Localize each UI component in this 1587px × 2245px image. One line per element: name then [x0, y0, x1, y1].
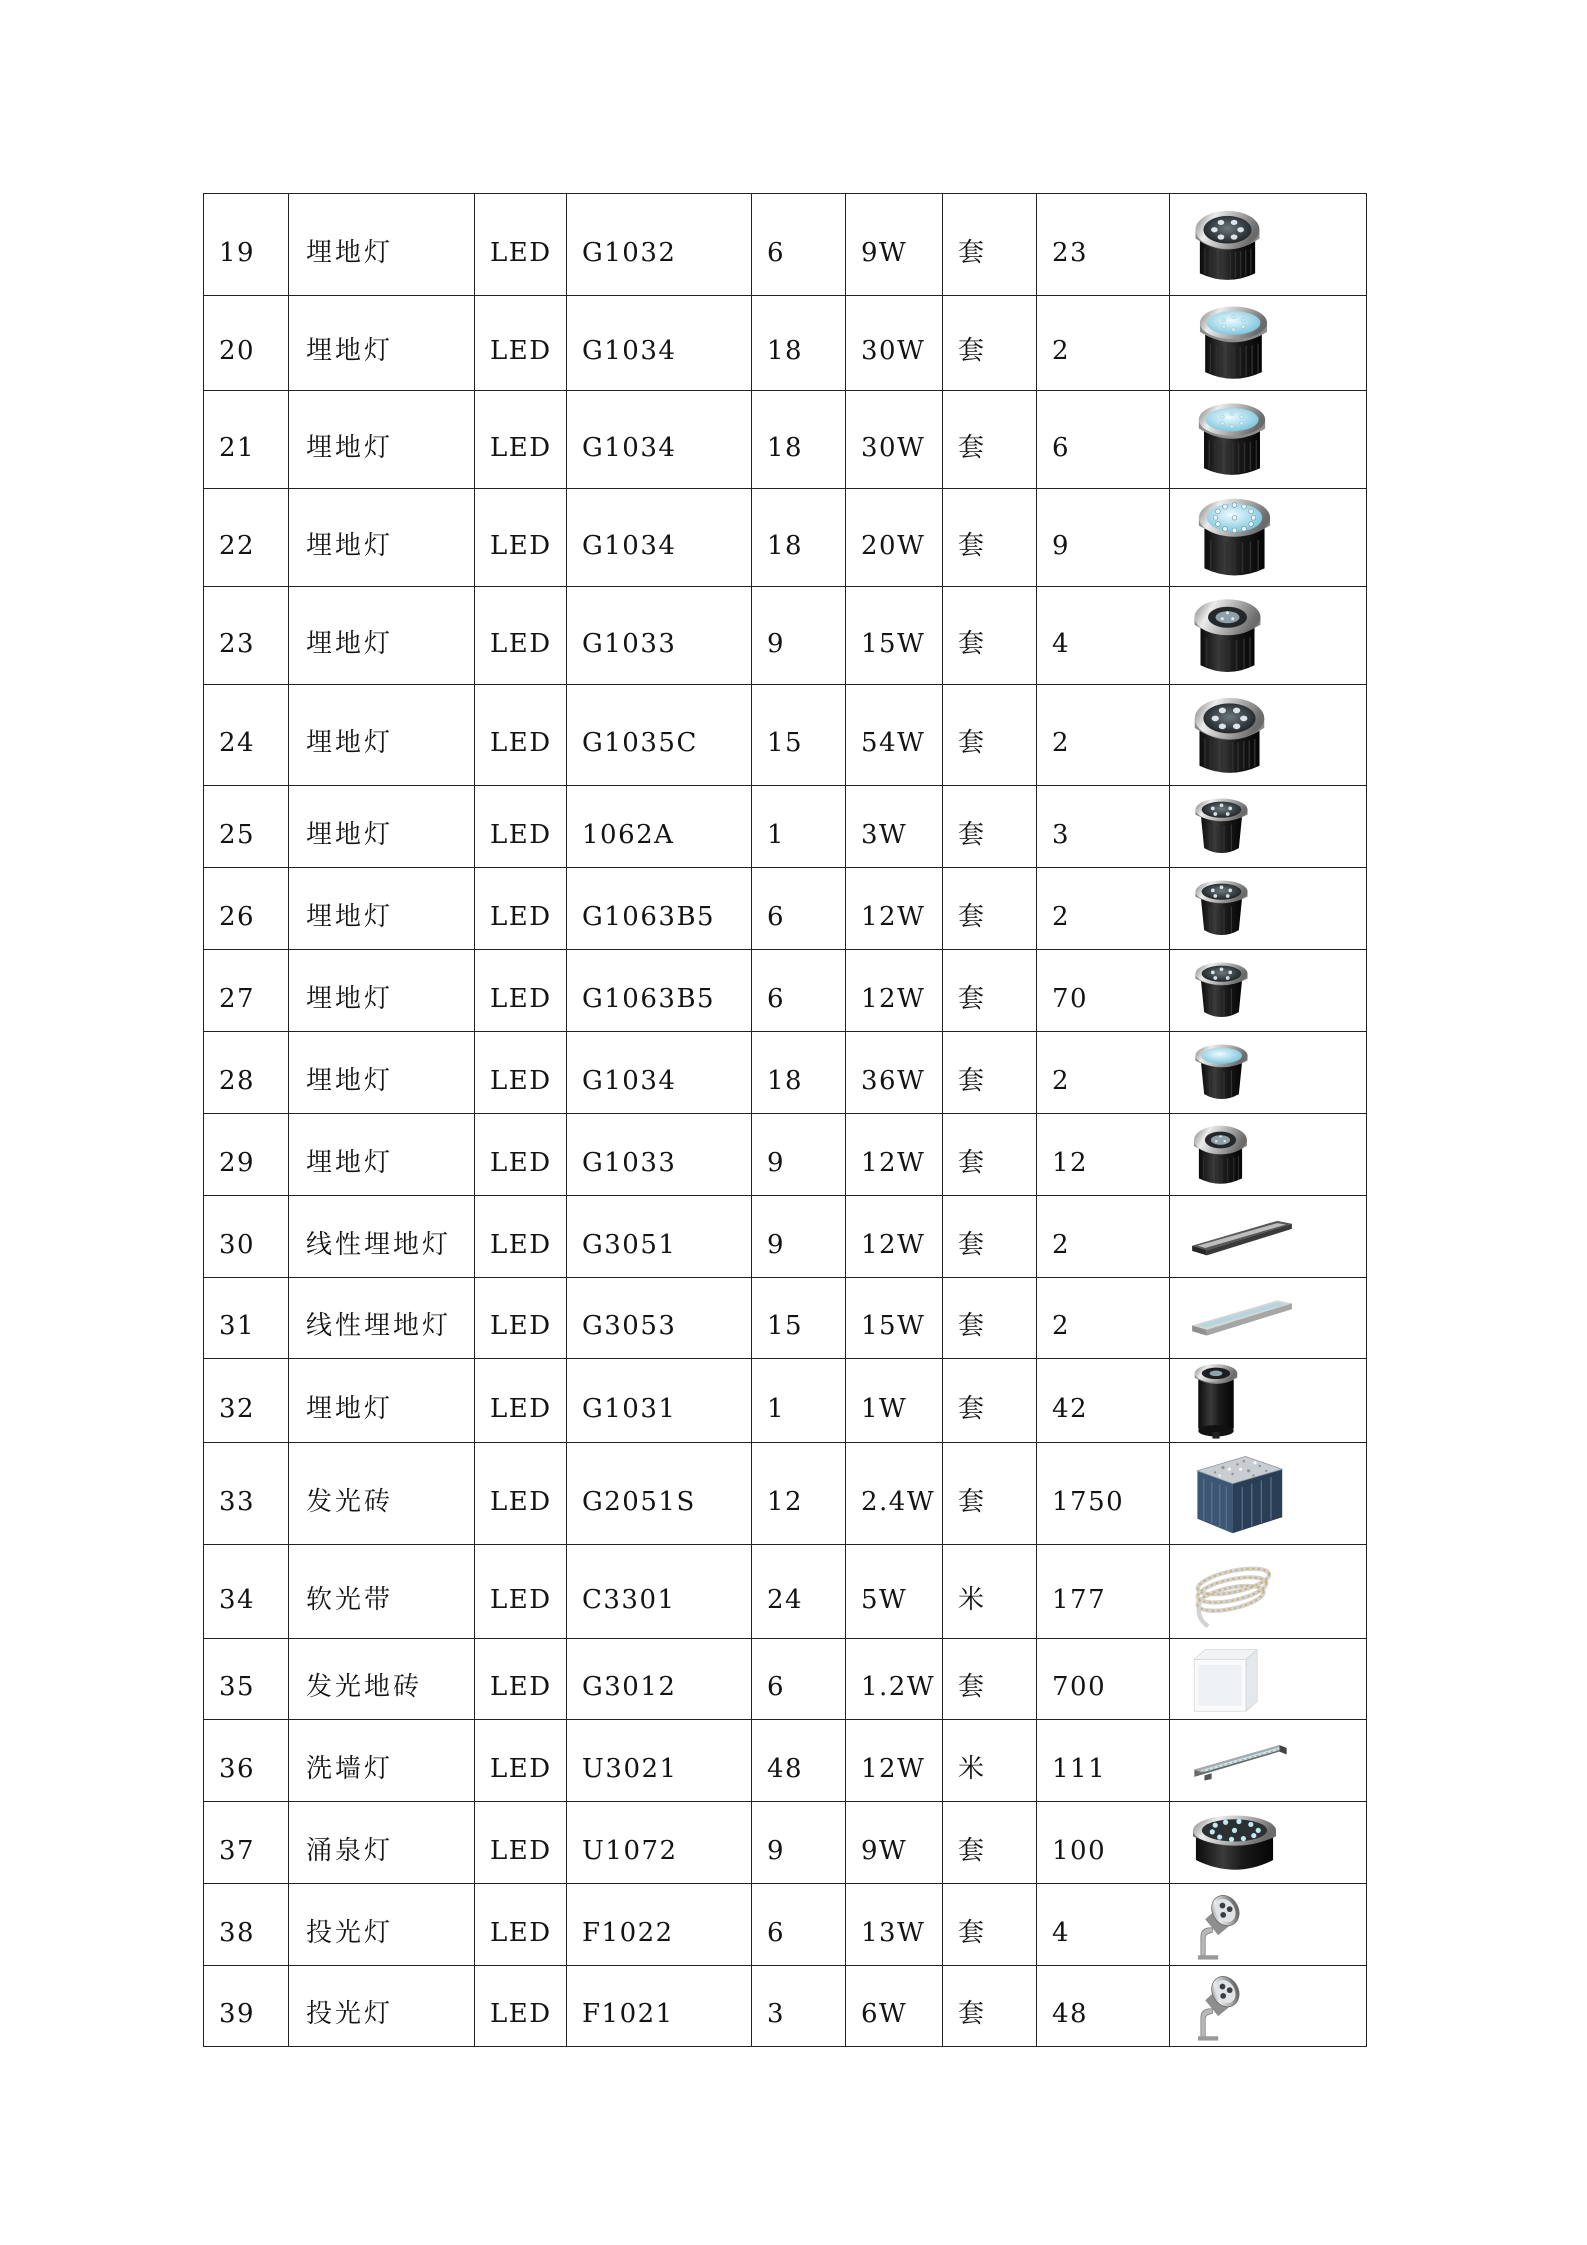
product-name: 埋地灯 — [289, 1359, 475, 1443]
light-source: LED — [475, 1545, 567, 1639]
power-rating: 9W — [846, 194, 943, 296]
table-row — [204, 1359, 1367, 1443]
table-row — [204, 296, 1367, 391]
linear-inground-light-icon — [1190, 1296, 1294, 1340]
model-number: G1033 — [567, 1114, 752, 1196]
row-number: 24 — [204, 685, 289, 786]
led-count: 9 — [752, 1802, 846, 1884]
power-rating: 12W — [846, 868, 943, 950]
quantity: 2 — [1037, 1278, 1170, 1359]
led-count: 18 — [752, 489, 846, 587]
unit: 套 — [943, 489, 1037, 587]
row-number: 28 — [204, 1032, 289, 1114]
model-number: C3301 — [567, 1545, 752, 1639]
light-source: LED — [475, 1884, 567, 1966]
product-image-cell — [1170, 1114, 1367, 1196]
row-number: 30 — [204, 1196, 289, 1278]
quantity: 700 — [1037, 1639, 1170, 1720]
product-image-cell — [1170, 1802, 1367, 1884]
product-name: 线性埋地灯 — [289, 1196, 475, 1278]
product-name: 埋地灯 — [289, 194, 475, 296]
product-image-cell — [1170, 296, 1367, 391]
model-number: G1031 — [567, 1359, 752, 1443]
unit: 套 — [943, 1639, 1037, 1720]
led-count: 1 — [752, 1359, 846, 1443]
product-image-cell — [1170, 1884, 1367, 1966]
light-source: LED — [475, 1966, 567, 2047]
quantity: 111 — [1037, 1720, 1170, 1802]
product-name: 埋地灯 — [289, 685, 475, 786]
product-name: 线性埋地灯 — [289, 1278, 475, 1359]
product-image-cell — [1170, 1443, 1367, 1545]
table-row — [204, 868, 1367, 950]
product-name: 埋地灯 — [289, 786, 475, 868]
led-count: 6 — [752, 1884, 846, 1966]
quantity: 100 — [1037, 1802, 1170, 1884]
product-name: 洗墙灯 — [289, 1720, 475, 1802]
unit: 套 — [943, 1443, 1037, 1545]
power-rating: 6W — [846, 1966, 943, 2047]
product-name: 埋地灯 — [289, 950, 475, 1032]
led-count: 18 — [752, 1032, 846, 1114]
model-number: F1021 — [567, 1966, 752, 2047]
table-row — [204, 1884, 1367, 1966]
led-count: 9 — [752, 587, 846, 685]
model-number: G1034 — [567, 296, 752, 391]
unit: 套 — [943, 786, 1037, 868]
power-rating: 13W — [846, 1884, 943, 1966]
model-number: G1063B5 — [567, 950, 752, 1032]
product-name: 埋地灯 — [289, 1032, 475, 1114]
power-rating: 12W — [846, 950, 943, 1032]
table-row — [204, 1114, 1367, 1196]
light-source: LED — [475, 1720, 567, 1802]
row-number: 32 — [204, 1359, 289, 1443]
table-row — [204, 1802, 1367, 1884]
table-row — [204, 489, 1367, 587]
row-number: 26 — [204, 868, 289, 950]
power-rating: 12W — [846, 1196, 943, 1278]
product-image-cell — [1170, 1032, 1367, 1114]
light-source: LED — [475, 868, 567, 950]
product-name: 埋地灯 — [289, 587, 475, 685]
product-name: 发光砖 — [289, 1443, 475, 1545]
inground-light-icon — [1190, 796, 1253, 858]
quantity: 2 — [1037, 1196, 1170, 1278]
table-row — [204, 1966, 1367, 2047]
product-name: 涌泉灯 — [289, 1802, 475, 1884]
power-rating: 20W — [846, 489, 943, 587]
inground-light-icon — [1190, 1042, 1253, 1104]
product-name: 投光灯 — [289, 1966, 475, 2047]
unit: 米 — [943, 1545, 1037, 1639]
model-number: U1072 — [567, 1802, 752, 1884]
unit: 套 — [943, 1802, 1037, 1884]
quantity: 4 — [1037, 1884, 1170, 1966]
light-source: LED — [475, 1032, 567, 1114]
inground-light-icon — [1190, 691, 1269, 779]
row-number: 20 — [204, 296, 289, 391]
model-number: G3053 — [567, 1278, 752, 1359]
quantity: 6 — [1037, 391, 1170, 489]
unit: 套 — [943, 1359, 1037, 1443]
quantity: 9 — [1037, 489, 1170, 587]
product-image-cell — [1170, 1196, 1367, 1278]
power-rating: 15W — [846, 587, 943, 685]
table-row — [204, 1545, 1367, 1639]
quantity: 42 — [1037, 1359, 1170, 1443]
product-name: 埋地灯 — [289, 868, 475, 950]
quantity: 70 — [1037, 950, 1170, 1032]
row-number: 21 — [204, 391, 289, 489]
power-rating: 54W — [846, 685, 943, 786]
row-number: 29 — [204, 1114, 289, 1196]
inground-light-icon — [1190, 1362, 1242, 1440]
quantity: 2 — [1037, 1032, 1170, 1114]
table-row — [204, 685, 1367, 786]
unit: 套 — [943, 1196, 1037, 1278]
led-count: 24 — [752, 1545, 846, 1639]
power-rating: 9W — [846, 1802, 943, 1884]
led-count: 9 — [752, 1114, 846, 1196]
light-source: LED — [475, 1359, 567, 1443]
flood-light-icon — [1190, 1970, 1242, 2042]
light-source: LED — [475, 1443, 567, 1545]
product-image-cell — [1170, 391, 1367, 489]
power-rating: 30W — [846, 391, 943, 489]
led-count: 6 — [752, 868, 846, 950]
power-rating: 1W — [846, 1359, 943, 1443]
power-rating: 2.4W — [846, 1443, 943, 1545]
power-rating: 1.2W — [846, 1639, 943, 1720]
table-row — [204, 194, 1367, 296]
quantity: 2 — [1037, 296, 1170, 391]
product-image-cell — [1170, 1545, 1367, 1639]
row-number: 39 — [204, 1966, 289, 2047]
wall-washer-icon — [1190, 1740, 1291, 1782]
unit: 套 — [943, 587, 1037, 685]
unit: 套 — [943, 391, 1037, 489]
fountain-light-icon — [1190, 1808, 1279, 1878]
unit: 套 — [943, 950, 1037, 1032]
model-number: G3051 — [567, 1196, 752, 1278]
led-count: 6 — [752, 950, 846, 1032]
unit: 套 — [943, 1114, 1037, 1196]
model-number: U3021 — [567, 1720, 752, 1802]
model-number: F1022 — [567, 1884, 752, 1966]
quantity: 1750 — [1037, 1443, 1170, 1545]
light-source: LED — [475, 1114, 567, 1196]
product-name: 埋地灯 — [289, 391, 475, 489]
row-number: 34 — [204, 1545, 289, 1639]
model-number: G3012 — [567, 1639, 752, 1720]
light-source: LED — [475, 786, 567, 868]
light-source: LED — [475, 1802, 567, 1884]
product-name: 发光地砖 — [289, 1639, 475, 1720]
light-source: LED — [475, 1639, 567, 1720]
product-image-cell — [1170, 194, 1367, 296]
light-source: LED — [475, 587, 567, 685]
inground-light-icon — [1190, 205, 1265, 285]
light-source: LED — [475, 1196, 567, 1278]
led-count: 6 — [752, 1639, 846, 1720]
led-count: 9 — [752, 1196, 846, 1278]
table-row — [204, 587, 1367, 685]
unit: 套 — [943, 194, 1037, 296]
model-number: 1062A — [567, 786, 752, 868]
product-image-cell — [1170, 685, 1367, 786]
led-count: 6 — [752, 194, 846, 296]
product-image-cell — [1170, 786, 1367, 868]
table-row — [204, 1032, 1367, 1114]
inground-light-icon — [1190, 1122, 1251, 1188]
unit: 套 — [943, 685, 1037, 786]
power-rating: 12W — [846, 1114, 943, 1196]
product-table — [203, 193, 1367, 2047]
power-rating: 36W — [846, 1032, 943, 1114]
table-row — [204, 1720, 1367, 1802]
light-tile-icon — [1190, 1450, 1288, 1538]
light-source: LED — [475, 950, 567, 1032]
power-rating: 15W — [846, 1278, 943, 1359]
quantity: 48 — [1037, 1966, 1170, 2047]
product-image-cell — [1170, 1639, 1367, 1720]
led-count: 15 — [752, 1278, 846, 1359]
product-name: 埋地灯 — [289, 489, 475, 587]
model-number: G2051S — [567, 1443, 752, 1545]
led-count: 18 — [752, 391, 846, 489]
power-rating: 5W — [846, 1545, 943, 1639]
row-number: 19 — [204, 194, 289, 296]
row-number: 35 — [204, 1639, 289, 1720]
inground-light-icon — [1190, 399, 1274, 480]
inground-light-icon — [1190, 494, 1279, 581]
quantity: 12 — [1037, 1114, 1170, 1196]
table-row — [204, 1639, 1367, 1720]
row-number: 27 — [204, 950, 289, 1032]
row-number: 37 — [204, 1802, 289, 1884]
unit: 套 — [943, 1278, 1037, 1359]
row-number: 38 — [204, 1884, 289, 1966]
model-number: G1034 — [567, 1032, 752, 1114]
led-count: 18 — [752, 296, 846, 391]
table-row — [204, 786, 1367, 868]
model-number: G1032 — [567, 194, 752, 296]
power-rating: 12W — [846, 1720, 943, 1802]
model-number: G1033 — [567, 587, 752, 685]
product-image-cell — [1170, 1278, 1367, 1359]
quantity: 177 — [1037, 1545, 1170, 1639]
unit: 套 — [943, 296, 1037, 391]
quantity: 2 — [1037, 685, 1170, 786]
table-row — [204, 1196, 1367, 1278]
model-number: G1063B5 — [567, 868, 752, 950]
light-brick-icon — [1190, 1644, 1260, 1714]
flood-light-icon — [1190, 1889, 1242, 1961]
inground-light-icon — [1190, 594, 1265, 678]
product-image-cell — [1170, 950, 1367, 1032]
row-number: 25 — [204, 786, 289, 868]
light-source: LED — [475, 296, 567, 391]
unit: 套 — [943, 1032, 1037, 1114]
row-number: 31 — [204, 1278, 289, 1359]
row-number: 33 — [204, 1443, 289, 1545]
unit: 套 — [943, 1966, 1037, 2047]
product-name: 软光带 — [289, 1545, 475, 1639]
product-image-cell — [1170, 1720, 1367, 1802]
product-image-cell — [1170, 1966, 1367, 2047]
led-count: 12 — [752, 1443, 846, 1545]
light-source: LED — [475, 1278, 567, 1359]
inground-light-icon — [1190, 878, 1253, 940]
table-row — [204, 391, 1367, 489]
table-row — [204, 950, 1367, 1032]
quantity: 4 — [1037, 587, 1170, 685]
light-source: LED — [475, 194, 567, 296]
quantity: 3 — [1037, 786, 1170, 868]
model-number: G1035C — [567, 685, 752, 786]
linear-inground-light-icon — [1190, 1215, 1294, 1259]
led-count: 15 — [752, 685, 846, 786]
light-source: LED — [475, 391, 567, 489]
table-row — [204, 1278, 1367, 1359]
inground-light-icon — [1190, 960, 1253, 1022]
quantity: 23 — [1037, 194, 1170, 296]
quantity: 2 — [1037, 868, 1170, 950]
product-name: 埋地灯 — [289, 1114, 475, 1196]
model-number: G1034 — [567, 391, 752, 489]
led-strip-icon — [1190, 1553, 1274, 1631]
unit: 米 — [943, 1720, 1037, 1802]
product-image-cell — [1170, 868, 1367, 950]
product-image-cell — [1170, 587, 1367, 685]
table-row — [204, 1443, 1367, 1545]
led-count: 48 — [752, 1720, 846, 1802]
product-image-cell — [1170, 489, 1367, 587]
unit: 套 — [943, 868, 1037, 950]
product-image-cell — [1170, 1359, 1367, 1443]
unit: 套 — [943, 1884, 1037, 1966]
led-count: 1 — [752, 786, 846, 868]
light-source: LED — [475, 685, 567, 786]
product-name: 投光灯 — [289, 1884, 475, 1966]
row-number: 36 — [204, 1720, 289, 1802]
row-number: 23 — [204, 587, 289, 685]
light-source: LED — [475, 489, 567, 587]
led-count: 3 — [752, 1966, 846, 2047]
power-rating: 3W — [846, 786, 943, 868]
inground-light-icon — [1190, 302, 1277, 384]
row-number: 22 — [204, 489, 289, 587]
model-number: G1034 — [567, 489, 752, 587]
power-rating: 30W — [846, 296, 943, 391]
product-name: 埋地灯 — [289, 296, 475, 391]
